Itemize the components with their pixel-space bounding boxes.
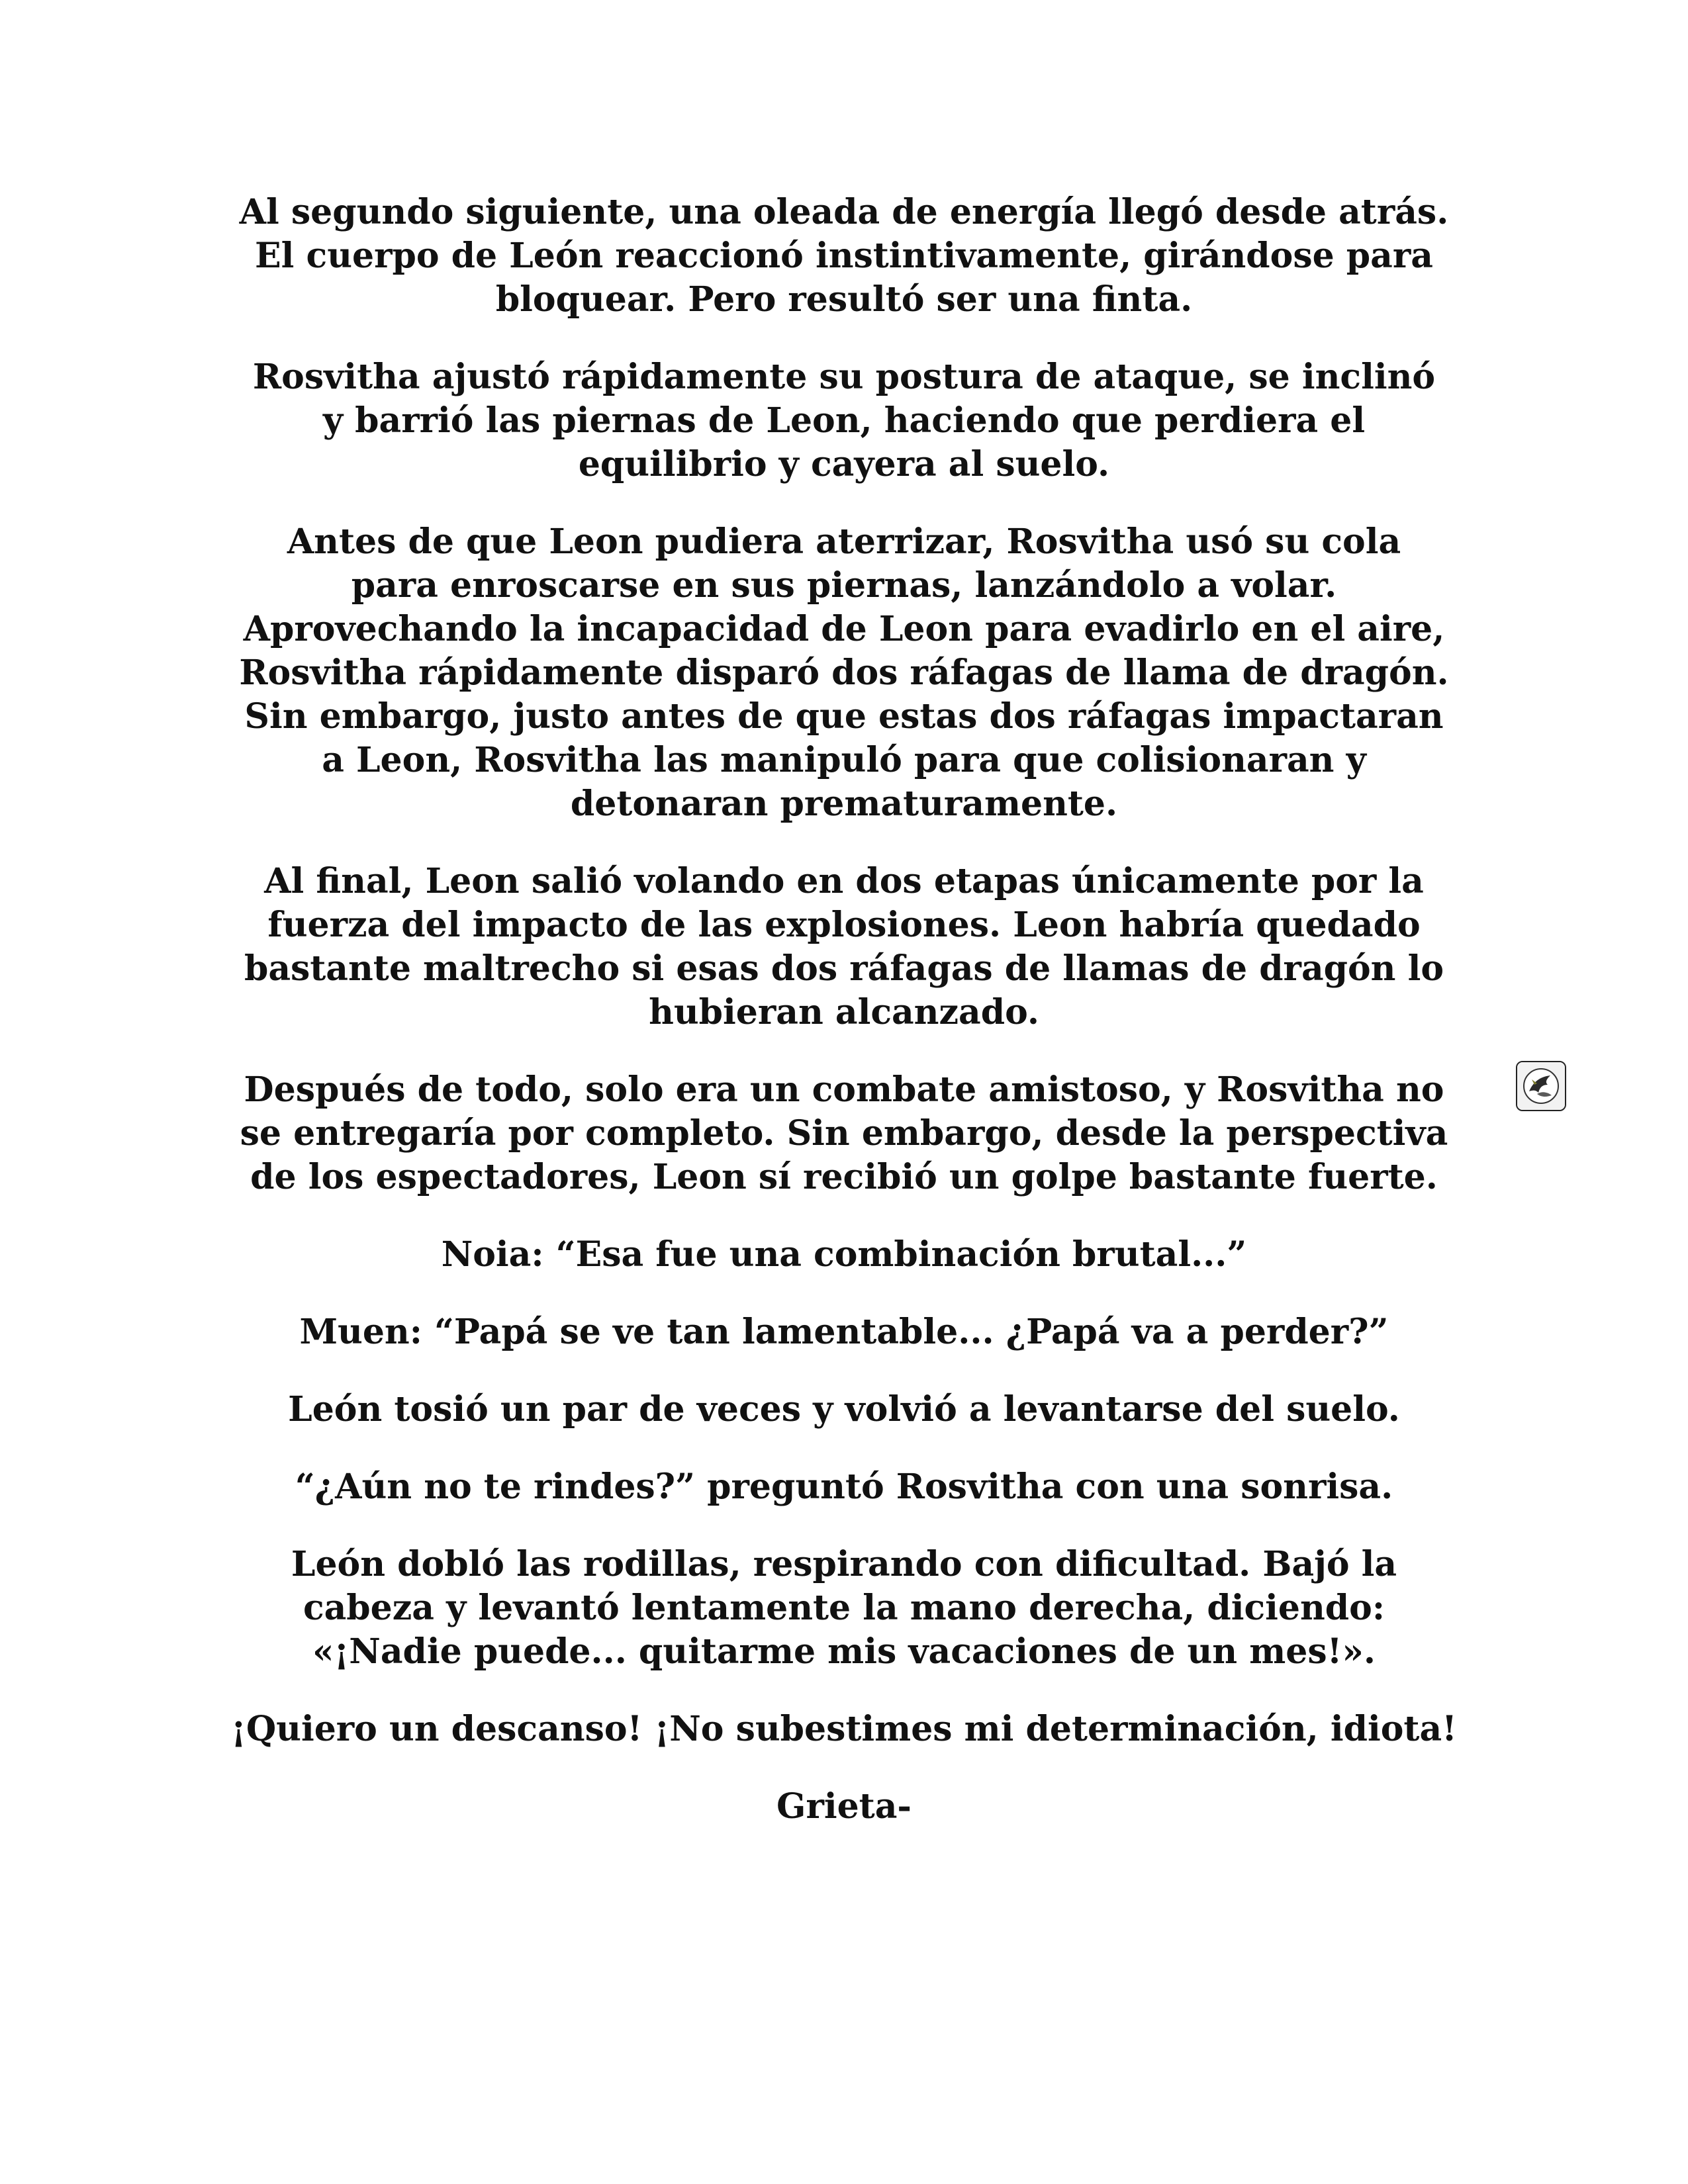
text-line: Rosvitha rápidamente disparó dos ráfagas de llama de dragón. xyxy=(239,653,1449,693)
paragraph-5 xyxy=(218,1068,1470,1199)
dragon-emblem-icon xyxy=(1516,1061,1566,1111)
text-line: se entregaría por completo. Sin embargo, desde la perspectiva xyxy=(240,1113,1448,1154)
paragraph-11 xyxy=(218,1707,1470,1751)
text-line: Aprovechando la incapacidad de Leon para evadirlo en el aire, xyxy=(243,609,1445,649)
text-line: detonaran prematuramente. xyxy=(570,784,1118,824)
text-line: fuerza del impacto de las explosiones. Leon habría quedado xyxy=(267,905,1421,945)
text-line: León tosió un par de veces y volvió a levantarse del suelo. xyxy=(288,1389,1400,1430)
text-line: cabeza y levantó lentamente la mano derecha, diciendo: xyxy=(303,1588,1385,1628)
text-line: a Leon, Rosvitha las manipuló para que colisionaran y xyxy=(322,740,1366,780)
paragraph-4 xyxy=(218,860,1470,1034)
text-line: Al final, Leon salió volando en dos etapas únicamente por la xyxy=(264,861,1424,901)
paragraph-3 xyxy=(218,520,1470,826)
paragraph-6 xyxy=(218,1233,1470,1277)
text-line: León dobló las rodillas, respirando con dificultad. Bajó la xyxy=(291,1544,1397,1584)
text-line: “¿Aún no te rindes?” preguntó Rosvitha con una sonrisa. xyxy=(295,1467,1393,1507)
text-line: hubieran alcanzado. xyxy=(649,992,1039,1032)
text-line: Rosvitha ajustó rápidamente su postura de ataque, se inclinó xyxy=(252,357,1436,397)
story-text xyxy=(218,191,1470,1862)
paragraph-7 xyxy=(218,1310,1470,1354)
text-line: El cuerpo de León reaccionó instintivamente, girándose para xyxy=(255,236,1433,276)
text-line: Muen: “Papá se ve tan lamentable... ¿Papá va a perder?” xyxy=(299,1312,1389,1352)
text-line: equilibrio y cayera al suelo. xyxy=(578,444,1110,484)
text-line: Antes de que Leon pudiera aterrizar, Rosvitha usó su cola xyxy=(287,522,1401,562)
paragraph-8 xyxy=(218,1388,1470,1432)
text-line: bastante maltrecho si esas dos ráfagas de llamas de dragón lo xyxy=(244,948,1444,989)
text-line: de los espectadores, Leon sí recibió un golpe bastante fuerte. xyxy=(250,1157,1438,1197)
text-line: para enroscarse en sus piernas, lanzándolo a volar. xyxy=(351,565,1337,606)
text-line: Sin embargo, justo antes de que estas dos ráfagas impactaran xyxy=(244,696,1444,737)
paragraph-12 xyxy=(218,1785,1470,1829)
text-line: «¡Nadie puede... quitarme mis vacaciones de un mes!». xyxy=(312,1631,1376,1672)
text-line: Noia: “Esa fue una combinación brutal...” xyxy=(441,1234,1247,1275)
paragraph-1 xyxy=(218,191,1470,322)
paragraph-10 xyxy=(218,1543,1470,1674)
text-line: y barrió las piernas de Leon, haciendo que perdiera el xyxy=(322,400,1366,441)
text-line: Al segundo siguiente, una oleada de energía llegó desde atrás. xyxy=(239,192,1449,232)
text-line: Grieta- xyxy=(776,1786,912,1827)
text-line: Después de todo, solo era un combate amistoso, y Rosvitha no xyxy=(244,1069,1444,1110)
paragraph-2 xyxy=(218,355,1470,486)
text-line: bloquear. Pero resultó ser una finta. xyxy=(495,279,1193,320)
text-line: ¡Quiero un descanso! ¡No subestimes mi determinación, idiota! xyxy=(231,1709,1457,1749)
paragraph-9 xyxy=(218,1465,1470,1509)
